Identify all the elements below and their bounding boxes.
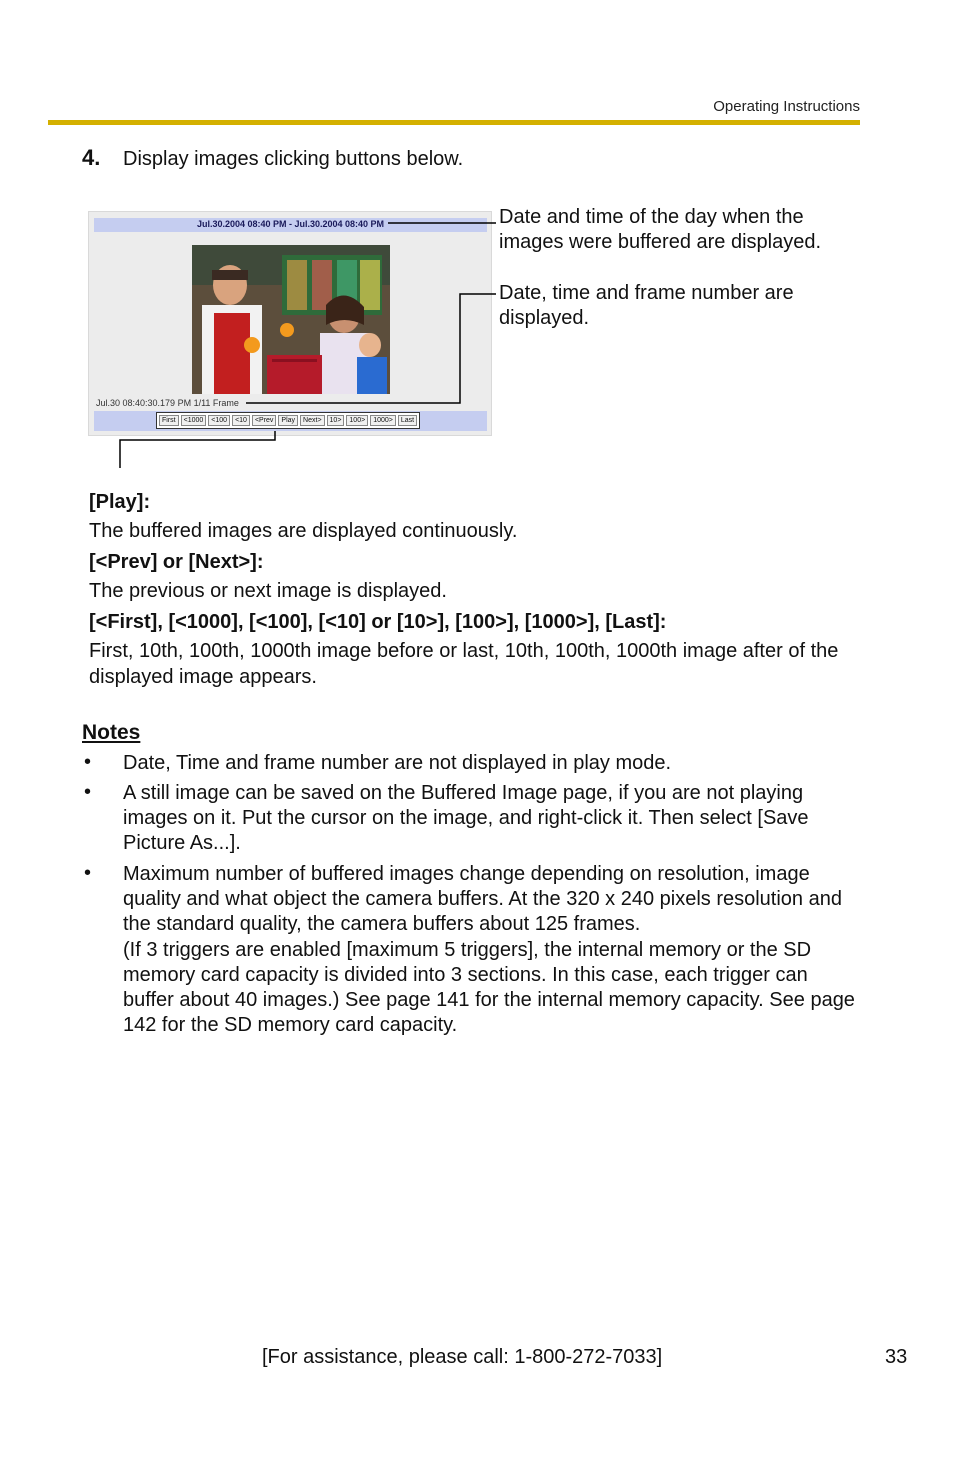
callout-date-range: Date and time of the day when the images were buffered are displayed.: [499, 206, 822, 253]
callout-frame-info: Date, time and frame number are displayed.: [499, 282, 794, 329]
last-button[interactable]: Last: [398, 415, 417, 426]
bullet-marker: •: [84, 862, 92, 884]
step-number: 4.: [82, 145, 101, 170]
prev-button[interactable]: <Prev: [252, 415, 276, 426]
bullet-marker: •: [84, 751, 92, 773]
back-1000-button[interactable]: <1000: [181, 415, 207, 426]
next-button[interactable]: Next>: [300, 415, 324, 426]
note-item: Date, Time and frame number are not displayed in play mode.: [123, 752, 672, 774]
frame-info-text: Jul.30 08:40:30.179 PM 1/11 Frame: [96, 398, 239, 408]
term-skip-buttons: [<First], [<1000], [<100], [<10] or [10>], [100>], [1000>], [Last]:: [89, 611, 667, 633]
forward-100-button[interactable]: 100>: [346, 415, 368, 426]
play-button[interactable]: Play: [278, 415, 298, 426]
step-text: Display images clicking buttons below.: [123, 148, 464, 170]
term-prev-next: [<Prev] or [Next>]:: [89, 551, 264, 573]
running-header: Operating Instructions: [713, 98, 860, 115]
note-item: Maximum number of buffered images change depending on resolution, image quality and what object the camera buffers. At the 320 x 240 pixels resolution and the standard quality, the camera buffers about 125 frames.: [123, 863, 842, 935]
note-item-continued: (If 3 triggers are enabled [maximum 5 triggers], the internal memory or the SD memory card capacity is divided into 3 sections. In this case, each trigger can buffer about 40 images.) See page 141 for the internal memory capacity. See page 142 for the SD memory card capacity.: [123, 939, 855, 1036]
page-number: 33: [885, 1346, 908, 1368]
desc-prev-next: The previous or next image is displayed.: [89, 580, 447, 602]
note-item: A still image can be saved on the Buffered Image page, if you are not playing images on it. Put the cursor on the image, and right-click it. Then select [Save Picture As...].: [123, 782, 809, 854]
assistance-phone: [For assistance, please call: 1-800-272-7033]: [262, 1346, 663, 1368]
back-10-button[interactable]: <10: [232, 415, 250, 426]
middle-callout-line: [246, 294, 496, 403]
buttons-callout-line: [120, 431, 275, 468]
desc-skip-buttons: First, 10th, 100th, 1000th image before or last, 10th, 100th, 1000th image after of the displayed image appears.: [89, 640, 839, 688]
term-play: [Play]:: [89, 491, 151, 513]
date-range-text: Jul.30.2004 08:40 PM - Jul.30.2004 08:40 PM: [196, 219, 385, 229]
forward-1000-button[interactable]: 1000>: [370, 415, 396, 426]
notes-heading: Notes: [82, 721, 141, 744]
desc-play: The buffered images are displayed continuously.: [89, 520, 518, 542]
first-button[interactable]: First: [159, 415, 179, 426]
bullet-marker: •: [84, 781, 92, 803]
forward-10-button[interactable]: 10>: [327, 415, 345, 426]
back-100-button[interactable]: <100: [208, 415, 230, 426]
